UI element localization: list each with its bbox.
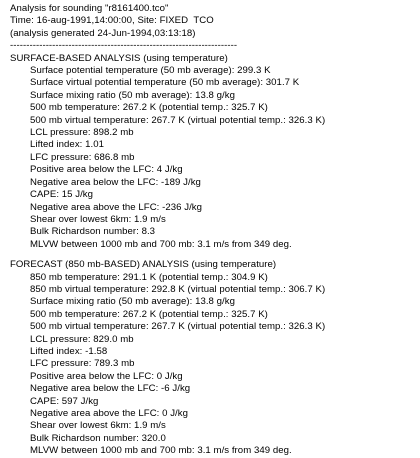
forecast-line: MLVW between 1000 mb and 700 mb: 3.1 m/s from 349 deg. (30, 445, 292, 457)
surface-line: Surface mixing ratio (50 mb average): 13.8 g/kg (30, 89, 235, 101)
surface-line: CAPE: 15 J/kg (30, 189, 94, 201)
forecast-line: CAPE: 597 J/kg (30, 395, 99, 407)
forecast-line: LCL pressure: 829.0 mb (30, 333, 134, 345)
surface-line: LCL pressure: 898.2 mb (30, 127, 134, 139)
surface-line: MLVW between 1000 mb and 700 mb: 3.1 m/s from 349 deg. (30, 238, 292, 250)
forecast-line: Surface mixing ratio (50 mb average): 13.8 g/kg (30, 296, 235, 308)
surface-line: Lifted index: 1.01 (30, 139, 104, 151)
surface-line: Surface virtual potential temperature (50 mb average): 301.7 K (30, 77, 300, 89)
surface-line: Negative area above the LFC: -236 J/kg (30, 201, 203, 213)
forecast-section-lines (10, 272, 415, 458)
report-time-site: Time: 16-aug-1991,14:00:00, Site: FIXED TCO (10, 15, 214, 27)
surface-line: Shear over lowest 6km: 1.9 m/s (30, 213, 166, 225)
forecast-section-title: FORECAST (850 mb-BASED) ANALYSIS (using temperature) (10, 259, 277, 271)
forecast-line: Shear over lowest 6km: 1.9 m/s (30, 420, 166, 432)
surface-section-title: SURFACE-BASED ANALYSIS (using temperature) (10, 52, 228, 64)
surface-line: 500 mb temperature: 267.2 K (potential temp.: 325.7 K) (30, 102, 268, 114)
forecast-line: 850 mb virtual temperature: 292.8 K (virtual potential temp.: 306.7 K) (30, 283, 326, 295)
surface-line: Bulk Richardson number: 8.3 (30, 226, 156, 238)
forecast-line: Positive area below the LFC: 0 J/kg (30, 370, 183, 382)
forecast-line: Bulk Richardson number: 320.0 (30, 432, 166, 444)
surface-line: Surface potential temperature (50 mb average): 299.3 K (30, 65, 271, 77)
report-generated: (analysis generated 24-Jun-1994,03:13:18) (10, 27, 196, 39)
forecast-line: Negative area above the LFC: 0 J/kg (30, 408, 189, 419)
surface-line: LFC pressure: 686.8 mb (30, 151, 135, 163)
surface-section-lines (10, 65, 415, 251)
header-divider: ---------------------------------------------------------------------- (10, 40, 238, 52)
surface-line: Positive area below the LFC: 4 J/kg (30, 164, 183, 176)
forecast-line: 850 mb temperature: 291.1 K (potential temp.: 304.9 K) (30, 271, 268, 283)
forecast-line: 500 mb virtual temperature: 267.7 K (virtual potential temp.: 326.3 K) (30, 321, 326, 333)
forecast-line: Lifted index: -1.58 (30, 345, 108, 357)
surface-line: Negative area below the LFC: -189 J/kg (30, 176, 201, 188)
sounding-analysis-document (10, 3, 415, 458)
section-gap (10, 251, 415, 259)
forecast-line: 500 mb temperature: 267.2 K (potential temp.: 325.7 K) (30, 308, 268, 320)
report-title: Analysis for sounding "r8161400.tco" (10, 3, 169, 14)
surface-line: 500 mb virtual temperature: 267.7 K (virtual potential temp.: 326.3 K) (30, 114, 326, 126)
forecast-line: LFC pressure: 789.3 mb (30, 358, 135, 370)
forecast-line: Negative area below the LFC: -6 J/kg (30, 383, 191, 395)
